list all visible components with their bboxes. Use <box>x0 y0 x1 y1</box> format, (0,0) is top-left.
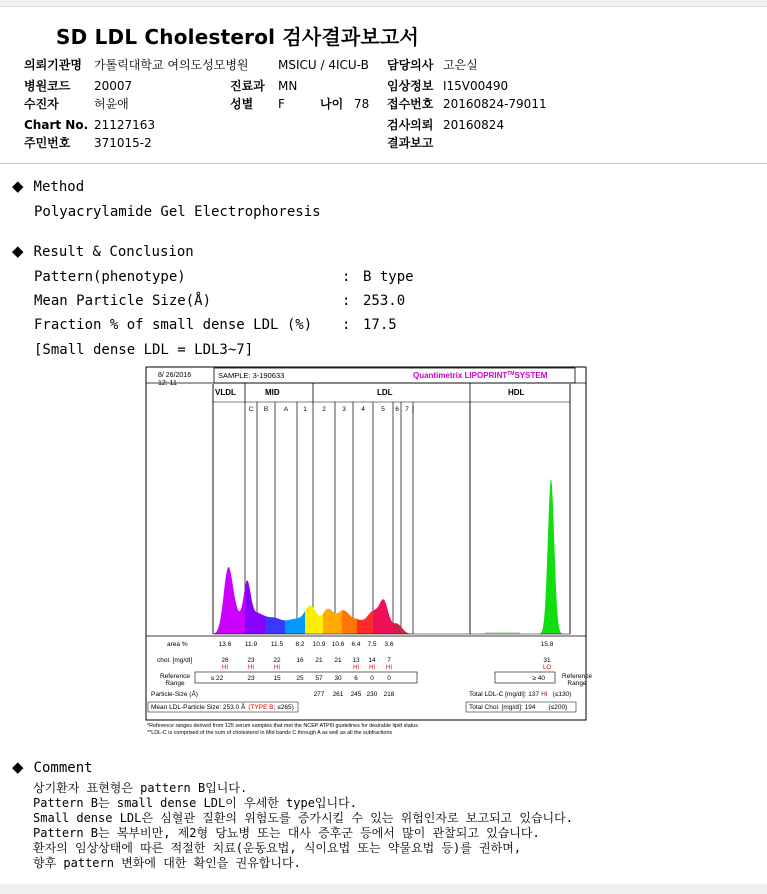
institution-label: 의뢰기관명 <box>24 58 82 72</box>
chol-value: 23 <box>247 657 255 664</box>
band-label-4: 4 <box>361 406 365 413</box>
chol-hdl-value: 31 <box>543 657 551 664</box>
particle-size-row-label: Particle-Size (Å) <box>151 691 198 698</box>
ref-label-2: Range <box>165 680 185 687</box>
area-value: 8.2 <box>295 641 305 648</box>
area-value: 11.5 <box>270 641 284 648</box>
pattern-colon: : <box>342 269 351 285</box>
footnote-2: **LDL-C is comprised of the sum of cholesterol in Mid bands C through A as well as all the subfractions <box>147 730 393 736</box>
ref-label-right-1: Reference <box>562 673 592 680</box>
sex-label: 성별 <box>230 97 254 111</box>
region-ldl: LDL <box>377 388 393 397</box>
footnote-1: *Reference ranges derived from 125 serum samples that met the NCEP ATPIII guidelines for desirable lipid status <box>147 723 418 729</box>
total-chol-text: Total Chol. [mg/dl]: 194 <box>469 704 536 711</box>
header-divider <box>0 163 767 164</box>
brand-name: Quantimetrix LIPOPRINT <box>413 371 508 380</box>
comment-line: Pattern B는 small dense LDL이 우세한 type입니다. <box>33 796 357 810</box>
comment-line: Pattern B는 복부비만, 제2형 당뇨병 또는 대사 증후군 등에서 많이 관찰되고 있습니다. <box>33 826 540 840</box>
diamond-bullet-icon: ◆ <box>12 758 24 776</box>
mean-type-tail: ; ≤265) <box>273 704 294 711</box>
area-value: 7.5 <box>367 641 377 648</box>
dept-value: MN <box>278 79 298 93</box>
bottom-bar <box>0 884 767 894</box>
chol-label: chol. [mg/dl] <box>157 657 193 664</box>
chol-value: 21 <box>334 657 342 664</box>
particle-size-value: 261 <box>332 691 344 698</box>
total-chol <box>469 704 567 711</box>
particle-size-colon: : <box>342 293 351 309</box>
region-hdl: HDL <box>508 388 525 397</box>
reference-value: 25 <box>296 675 304 682</box>
mean-particle-size <box>151 702 294 711</box>
comment-heading <box>12 758 93 776</box>
mean-particle-size-text: Mean LDL-Particle Size: 253.0 Å <box>151 704 246 711</box>
total-chol-ref: (≤200) <box>548 704 568 711</box>
ref-hdl-value: ≥ 40 <box>532 675 545 682</box>
diamond-bullet-icon: ◆ <box>12 242 24 260</box>
band-peak-5 <box>323 609 342 634</box>
sdldl-definition-note: [Small dense LDL = LDL3~7] <box>34 342 254 358</box>
area-value: 10.6 <box>331 641 345 648</box>
chol-flag: HI <box>274 665 280 671</box>
request-date-label: 검사의뢰 <box>387 118 434 132</box>
chol-flag: HI <box>369 665 375 671</box>
area-value: 3.6 <box>384 641 394 648</box>
particle-size-label: Mean Particle Size(Å) <box>34 293 212 309</box>
particle-size-value: 218 <box>383 691 395 698</box>
result-heading-text: Result & Conclusion <box>33 244 194 260</box>
report-date-label: 결과보고 <box>387 136 434 150</box>
scan-date: 8/ 26/2016 <box>158 372 192 379</box>
rrn-label: 주민번호 <box>24 136 71 150</box>
sex-value: F <box>278 97 285 111</box>
ref-label-1: Reference <box>160 673 190 680</box>
band-label-2: 2 <box>322 406 326 413</box>
chol-value: 14 <box>368 657 376 664</box>
report-title: SD LDL Cholesterol 검사결과보고서 <box>56 25 419 49</box>
reference-value: 6 <box>354 675 358 682</box>
comment-heading-text: Comment <box>33 760 93 776</box>
ref-label-right-2: Range <box>567 680 587 687</box>
pattern-label: Pattern(phenotype) <box>34 269 186 285</box>
total-ldl-ref: (≤130) <box>552 691 572 698</box>
chol-value: 21 <box>315 657 323 664</box>
method-heading <box>12 177 84 195</box>
chart-no-value: 21127163 <box>94 118 156 132</box>
sdldl-fraction-colon: : <box>342 317 351 333</box>
doctor-value: 고은실 <box>443 58 478 72</box>
age-value: 78 <box>354 97 370 111</box>
hospital-code-value: 20007 <box>94 79 133 93</box>
band-label-3: 3 <box>342 406 346 413</box>
band-label-7: 7 <box>405 406 409 413</box>
receipt-no-value: 20160824-79011 <box>443 97 547 111</box>
reference-value: 30 <box>334 675 342 682</box>
chol-value: 22 <box>273 657 281 664</box>
reference-value: 23 <box>247 675 255 682</box>
examinee-label: 수진자 <box>24 97 59 111</box>
area-value: 11.9 <box>244 641 258 648</box>
mean-type: (TYPE B <box>248 704 274 711</box>
diamond-bullet-icon: ◆ <box>12 177 24 195</box>
comment-body <box>33 781 573 871</box>
chol-value: 16 <box>296 657 304 664</box>
chol-value: 26 <box>221 657 229 664</box>
band-label-A: A <box>283 406 289 413</box>
reference-value: 57 <box>315 675 323 682</box>
clinical-info-value: I15V00490 <box>443 79 509 93</box>
chart-no-label: Chart No. <box>24 118 89 132</box>
request-date-value: 20160824 <box>443 118 505 132</box>
pattern-value: B type <box>363 269 414 285</box>
band-label-C: C <box>248 406 254 413</box>
particle-size-value: 277 <box>313 691 325 698</box>
chol-flag: HI <box>248 665 254 671</box>
comment-line: Small dense LDL은 심혈관 질환의 위험도를 증가시킬 수 있는 위험인자로 보고되고 있습니다. <box>33 811 573 825</box>
comment-line: 상기환자 표현형은 pattern B입니다. <box>33 781 248 795</box>
band-label-1: 1 <box>303 406 307 413</box>
reference-value: ≤ 22 <box>210 675 224 682</box>
institution-value: 가톨릭대학교 여의도성모병원 <box>94 58 249 72</box>
reference-value: 0 <box>387 675 391 682</box>
ward-value: MSICU / 4ICU-B <box>278 58 369 72</box>
brand-tm: TM <box>507 371 515 377</box>
hospital-code-label: 병원코드 <box>24 79 71 93</box>
total-ldl-text: Total LDL-C [mg/dl]: 137 <box>469 691 540 698</box>
reference-value: 15 <box>273 675 281 682</box>
sample-id: SAMPLE: 3-190633 <box>218 371 285 380</box>
doctor-label: 담당의사 <box>387 58 434 72</box>
result-heading <box>12 242 194 260</box>
brand-system: SYSTEM <box>514 371 548 380</box>
chol-value: 7 <box>387 657 391 664</box>
chol-hdl-flag: LO <box>542 665 552 671</box>
area-label: area % <box>167 641 188 648</box>
area-value: 13.6 <box>218 641 232 648</box>
sdldl-fraction-label: Fraction % of small dense LDL (%) <box>34 317 313 333</box>
examinee-value: 허윤애 <box>94 97 129 111</box>
chol-flag: HI <box>222 665 228 671</box>
band-label-6: 6 <box>395 406 399 413</box>
lipoprint-report-image <box>145 366 592 736</box>
area-value: 6.4 <box>351 641 361 648</box>
dept-label: 진료과 <box>230 79 265 93</box>
total-ldl-flag: HI <box>541 691 548 698</box>
method-heading-text: Method <box>33 179 85 195</box>
chol-flag: HI <box>353 665 359 671</box>
receipt-no-label: 접수번호 <box>387 97 434 111</box>
total-ldl <box>469 691 571 698</box>
area-hdl-value: 15.8 <box>540 641 554 648</box>
region-mid: MID <box>265 388 280 397</box>
top-bar <box>0 0 767 7</box>
band-label-B: B <box>263 406 269 413</box>
chol-value: 13 <box>352 657 360 664</box>
particle-size-value: 245 <box>350 691 362 698</box>
rrn-value: 371015-2 <box>94 136 152 150</box>
particle-size-value: 253.0 <box>363 293 406 309</box>
comment-line: 환자의 임상상태에 따른 적절한 치료(운동요법, 식이요법 또는 약물요법 등)를 권하며, <box>33 841 522 855</box>
particle-size-value: 230 <box>366 691 378 698</box>
sdldl-fraction-value: 17.5 <box>363 317 397 333</box>
area-value: 10.9 <box>312 641 326 648</box>
clinical-info-label: 임상정보 <box>387 79 434 93</box>
age-label: 나이 <box>320 97 344 111</box>
band-label-5: 5 <box>381 406 385 413</box>
comment-line: 향후 pattern 변화에 대한 확인을 권유합니다. <box>33 856 301 870</box>
reference-value: 0 <box>370 675 374 682</box>
scan-time: 12: 11 <box>158 380 177 387</box>
region-vldl: VLDL <box>215 388 236 397</box>
lipoprint-brand-logo <box>413 371 548 380</box>
chol-flag: HI <box>386 665 392 671</box>
method-text: Polyacrylamide Gel Electrophoresis <box>34 204 321 220</box>
